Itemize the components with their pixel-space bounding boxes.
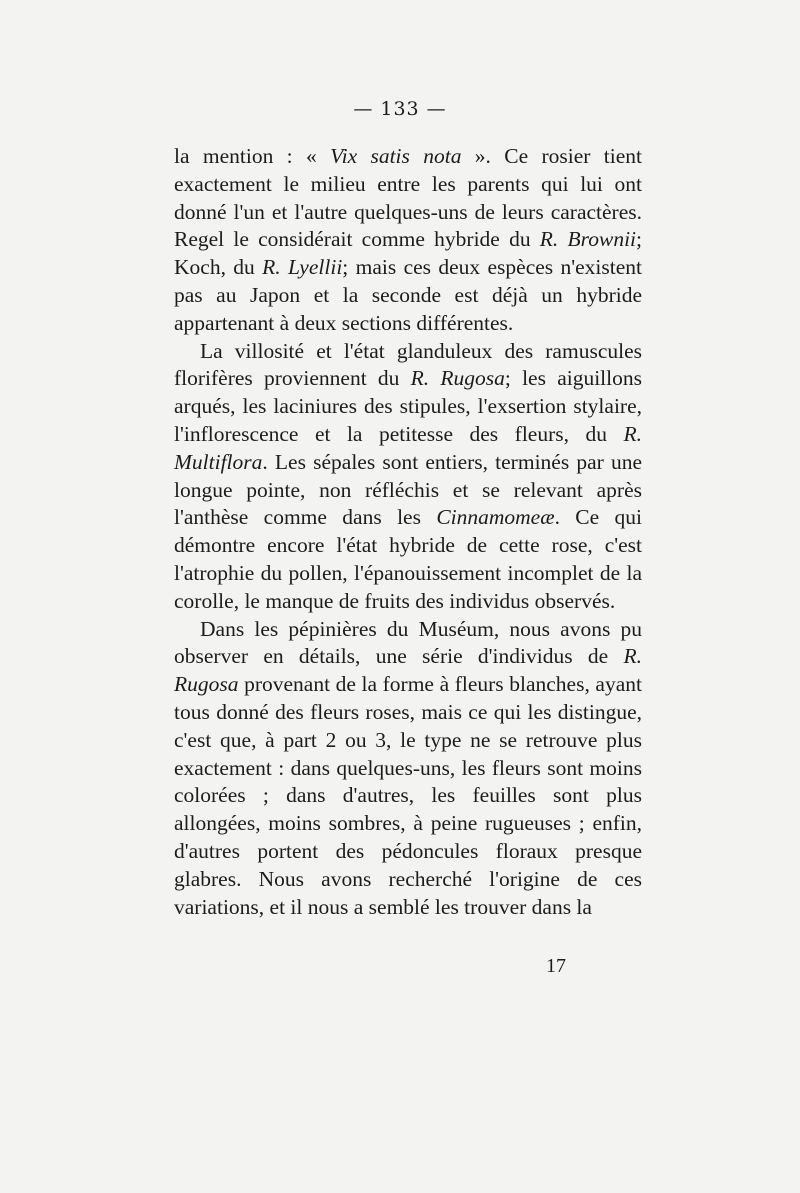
paragraph	[174, 338, 642, 616]
italic-text: R. Lyellii	[262, 255, 343, 280]
page-number: — 133 —	[353, 98, 447, 120]
text-run: la mention : «	[174, 144, 331, 168]
signature-mark: 17	[546, 955, 566, 977]
italic-text: R. Brownii	[539, 227, 637, 252]
italic-text: R. Multiflora	[174, 421, 642, 474]
paragraph	[174, 616, 642, 922]
text-run: ; Koch, du	[174, 227, 643, 280]
italic-text: R. Rugosa	[174, 644, 642, 697]
body-text	[174, 143, 642, 921]
paragraph	[174, 143, 642, 338]
text-run: La villosité et l'état glanduleux des ramuscules florifères proviennent du	[174, 338, 642, 391]
italic-text: Vix satis nota	[330, 144, 462, 168]
text-run: ; mais ces deux espèces n'existent pas au Japon et la seconde est déjà un hybride appartenant à deux sections différentes.	[174, 255, 642, 335]
text-run: . Ce qui démontre encore l'état hybride de cette rose, c'est l'atrophie du pollen, l'épanouissement incomplet de la corolle, le manque de fruits des individus observés.	[174, 505, 643, 613]
italic-text: R. Rugosa	[410, 366, 505, 391]
text-run: provenant de la forme à fleurs blanches, ayant tous donné des fleurs roses, mais ce qui les distingue, c'est que, à part 2 ou 3, le type ne se retrouve plus exactement : dans quelques-uns, les fleurs sont moins colorées ; dans d'autres, les feuilles sont plus allongées, moins sombres, à peine rugueuses ; enfin, d'autres portent des pédoncules floraux presque glabres. Nous avons recherché l'origine de ces variations, et il nous a semblé les trouver dans la	[174, 672, 642, 919]
text-run: . Les sépales sont entiers, terminés par une longue pointe, non réfléchis et se relevant après l'anthèse comme dans les	[174, 449, 642, 530]
text-run: Dans les pépinières du Muséum, nous avons pu observer en détails, une série d'individus de	[174, 616, 642, 669]
italic-text: Cinnamomeæ	[436, 505, 555, 530]
text-run: ». Ce rosier tient exactement le milieu entre les parents qui lui ont donné l'un et l'autre quelques-uns de leurs caractères. Regel le considérait comme hybride du	[174, 144, 642, 252]
text-run: ; les aiguillons arqués, les laciniures des stipules, l'exsertion stylaire, l'inflorescence et la petitesse des fleurs, du	[174, 366, 642, 446]
